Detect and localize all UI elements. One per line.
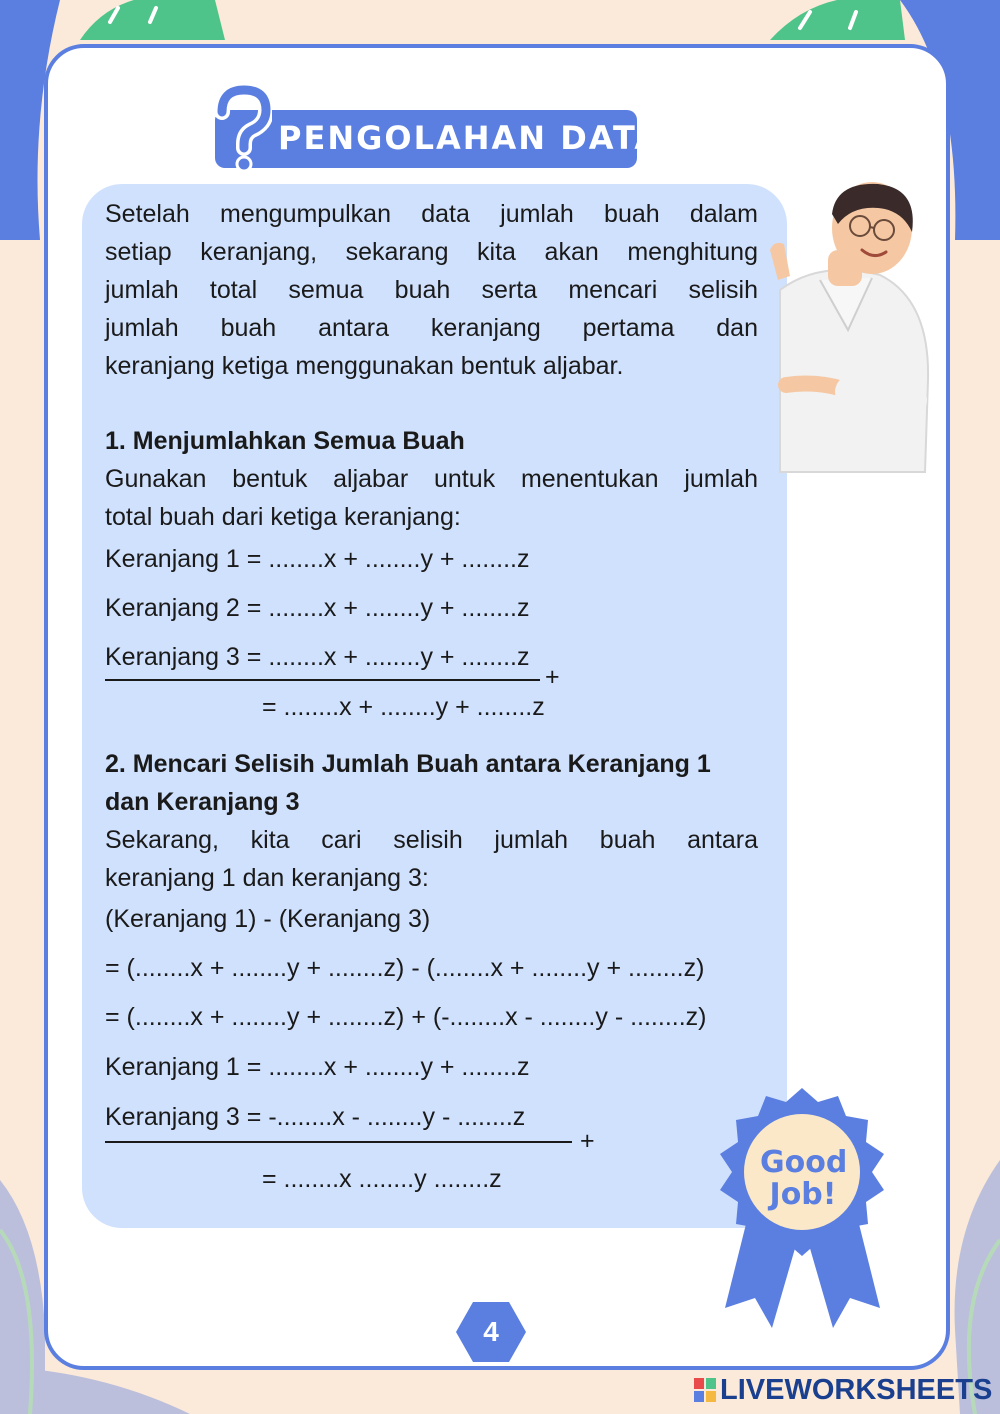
page-title: PENGOLAHAN DATA (278, 119, 662, 157)
intro-line-4: jumlah buah antara keranjang pertama dan (105, 314, 758, 342)
section1-row-1: Keranjang 1 = ........x + ........y + ........z (105, 545, 530, 573)
liveworksheets-brand[interactable]: LIVEWORKSHEETS (720, 1374, 993, 1406)
section2-row-2: = (........x + ........y + ........z) - (........x + ........y + ........z) (105, 954, 705, 982)
intro-line-3: jumlah total semua buah serta mencari selisih (105, 276, 758, 304)
section1-heading: 1. Menjumlahkan Semua Buah (105, 427, 465, 455)
section1-result: = ........x + ........y + ........z (262, 693, 545, 721)
section2-desc-2: keranjang 1 dan keranjang 3: (105, 864, 429, 892)
section2-heading-2: dan Keranjang 3 (105, 788, 300, 816)
section2-heading-1: 2. Mencari Selisih Jumlah Buah antara Keranjang 1 (105, 750, 711, 778)
section2-row-3: = (........x + ........y + ........z) + (-........x - ........y - ........z) (105, 1003, 707, 1031)
teacher-illustration (760, 180, 940, 480)
section1-desc-1: Gunakan bentuk aljabar untuk menentukan jumlah (105, 465, 758, 493)
section2-row-4: Keranjang 1 = ........x + ........y + ........z (105, 1053, 530, 1081)
section1-row-3: Keranjang 3 = ........x + ........y + ........z (105, 643, 530, 671)
sum-rule-1 (105, 679, 540, 681)
intro-line-2: setiap keranjang, sekarang kita akan menghitung (105, 238, 758, 266)
sum-rule-2 (105, 1141, 572, 1143)
section2-row-1: (Keranjang 1) - (Keranjang 3) (105, 905, 431, 933)
section2-desc-1: Sekarang, kita cari selisih jumlah buah antara (105, 826, 758, 854)
badge-line-2: Job! (769, 1177, 837, 1212)
intro-line-1: Setelah mengumpulkan data jumlah buah dalam (105, 200, 758, 228)
question-mark-icon (212, 84, 272, 174)
section2-plus: + (580, 1127, 595, 1155)
intro-line-5: keranjang ketiga menggunakan bentuk aljabar. (105, 352, 624, 380)
section2-row-5: Keranjang 3 = -........x - ........y - ........z (105, 1103, 526, 1131)
page-number: 4 (483, 1316, 499, 1347)
section2-result: = ........x ........y ........z (262, 1165, 502, 1193)
section1-desc-2: total buah dari ketiga keranjang: (105, 503, 461, 531)
badge-line-1: Good (760, 1145, 848, 1180)
section1-row-2: Keranjang 2 = ........x + ........y + ........z (105, 594, 530, 622)
section1-plus: + (545, 663, 560, 691)
liveworksheets-logo-icon (694, 1378, 716, 1402)
